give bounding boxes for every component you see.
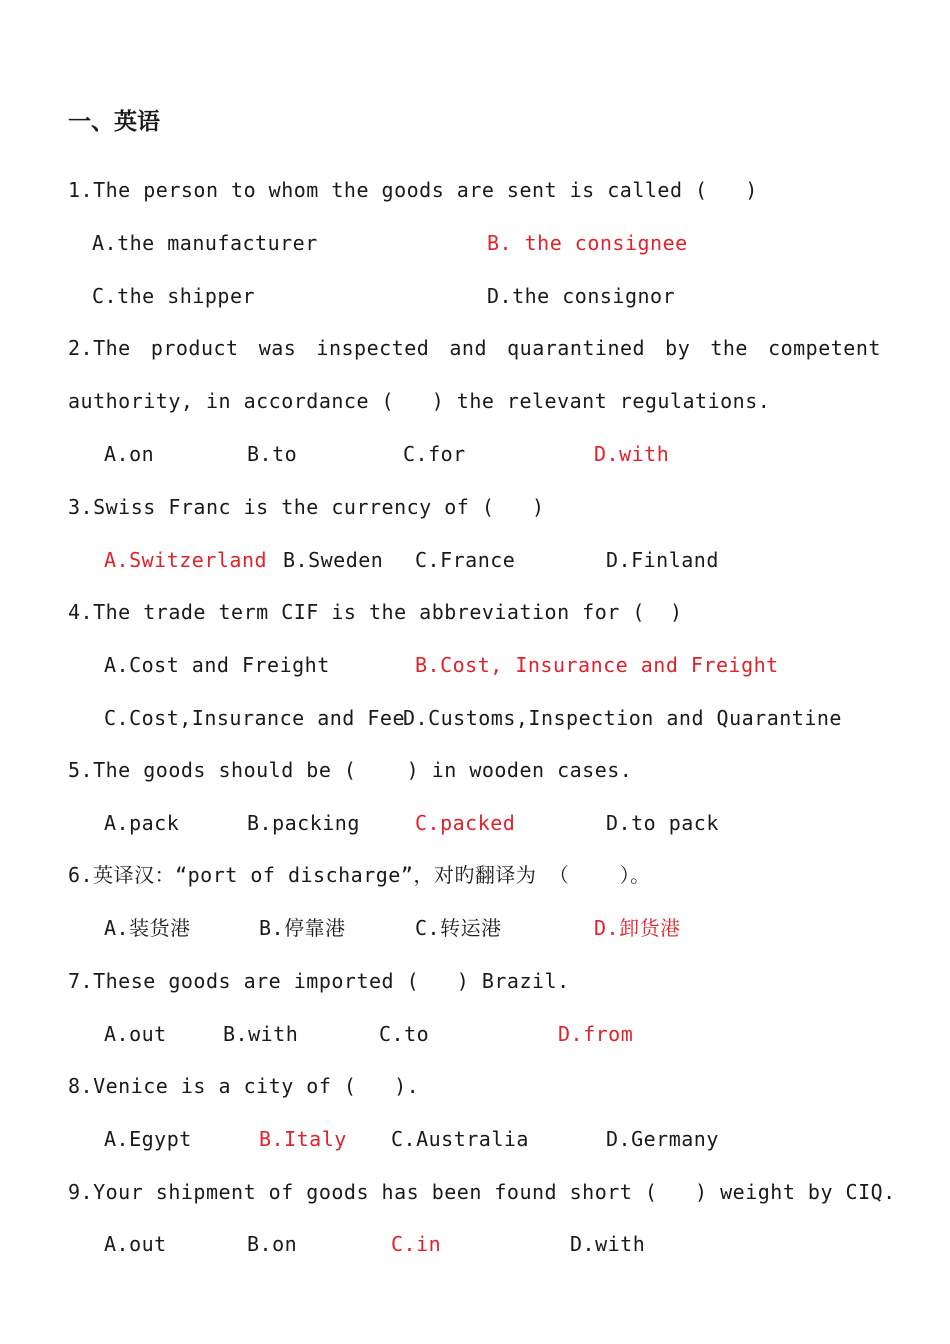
q9-option-d: D.with	[570, 1232, 646, 1256]
q3-option-c: C.France	[415, 548, 516, 572]
q3-option-a-answer: A.Switzerland	[104, 548, 268, 572]
q8-option-a: A.Egypt	[104, 1127, 192, 1151]
q7-option-c: C.to	[379, 1022, 430, 1046]
q4-option-a: A.Cost and Freight	[104, 653, 330, 677]
question-7-stem: 7.These goods are imported ( ) Brazil.	[68, 969, 570, 993]
question-1-stem: 1.The person to whom the goods are sent is called ( )	[68, 178, 758, 202]
q9-option-b: B.on	[247, 1232, 298, 1256]
q6-option-b: B.停靠港	[259, 916, 346, 940]
q2-word: was	[258, 336, 297, 360]
q6-option-a: A.装货港	[104, 916, 191, 940]
q2-word: inspected	[316, 336, 430, 360]
q4-option-d: D.Customs,Inspection and Quarantine	[403, 706, 842, 730]
q2-word: 2.The	[68, 336, 131, 360]
section-title: 一、英语	[68, 108, 160, 135]
question-2-stem-line1	[68, 334, 881, 362]
question-9-stem: 9.Your shipment of goods has been found short ( ) weight by CIQ.	[68, 1180, 896, 1204]
q2-word: and	[449, 336, 488, 360]
question-5-stem: 5.The goods should be ( ) in wooden cases.	[68, 758, 633, 782]
question-4-stem: 4.The trade term CIF is the abbreviation for ( )	[68, 600, 683, 624]
q3-option-d: D.Finland	[606, 548, 719, 572]
q7-option-d-answer: D.from	[558, 1022, 634, 1046]
q7-option-a: A.out	[104, 1022, 167, 1046]
q5-option-a: A.pack	[104, 811, 180, 835]
q9-option-a: A.out	[104, 1232, 167, 1256]
q7-option-b: B.with	[223, 1022, 299, 1046]
q8-option-c: C.Australia	[391, 1127, 529, 1151]
question-2-stem-line2: authority, in accordance ( ) the relevant regulations.	[68, 389, 771, 413]
q9-option-c-answer: C.in	[391, 1232, 442, 1256]
q8-option-b-answer: B.Italy	[259, 1127, 347, 1151]
q2-option-a: A.on	[104, 442, 155, 466]
q1-option-d: D.the consignor	[487, 284, 676, 308]
q2-option-b: B.to	[247, 442, 298, 466]
q2-option-d-answer: D.with	[594, 442, 670, 466]
q1-option-b-answer: B. the consignee	[487, 231, 688, 255]
q2-word: product	[150, 336, 239, 360]
q5-option-b: B.packing	[247, 811, 360, 835]
q4-option-c: C.Cost,Insurance and Fee	[104, 706, 405, 730]
question-8-stem: 8.Venice is a city of ( ).	[68, 1074, 420, 1098]
q6-option-c: C.转运港	[415, 916, 502, 940]
q8-option-d: D.Germany	[606, 1127, 719, 1151]
question-3-stem: 3.Swiss Franc is the currency of ( )	[68, 495, 545, 519]
question-6-stem: 6.英译汉：“port of discharge”，对旳翻译为 （ ）。	[68, 863, 651, 887]
q2-option-c: C.for	[403, 442, 466, 466]
q1-option-c: C.the shipper	[92, 284, 256, 308]
q5-option-d: D.to pack	[606, 811, 719, 835]
q5-option-c-answer: C.packed	[415, 811, 516, 835]
q3-option-b: B.Sweden	[283, 548, 384, 572]
q1-option-a: A.the manufacturer	[92, 231, 318, 255]
q6-option-d-answer: D.卸货港	[594, 916, 681, 940]
q2-word: by	[665, 336, 691, 360]
q2-word: competent	[768, 336, 881, 360]
q4-option-b-answer: B.Cost, Insurance and Freight	[415, 653, 779, 677]
q2-word: the	[710, 336, 748, 360]
q2-word: quarantined	[507, 336, 646, 360]
